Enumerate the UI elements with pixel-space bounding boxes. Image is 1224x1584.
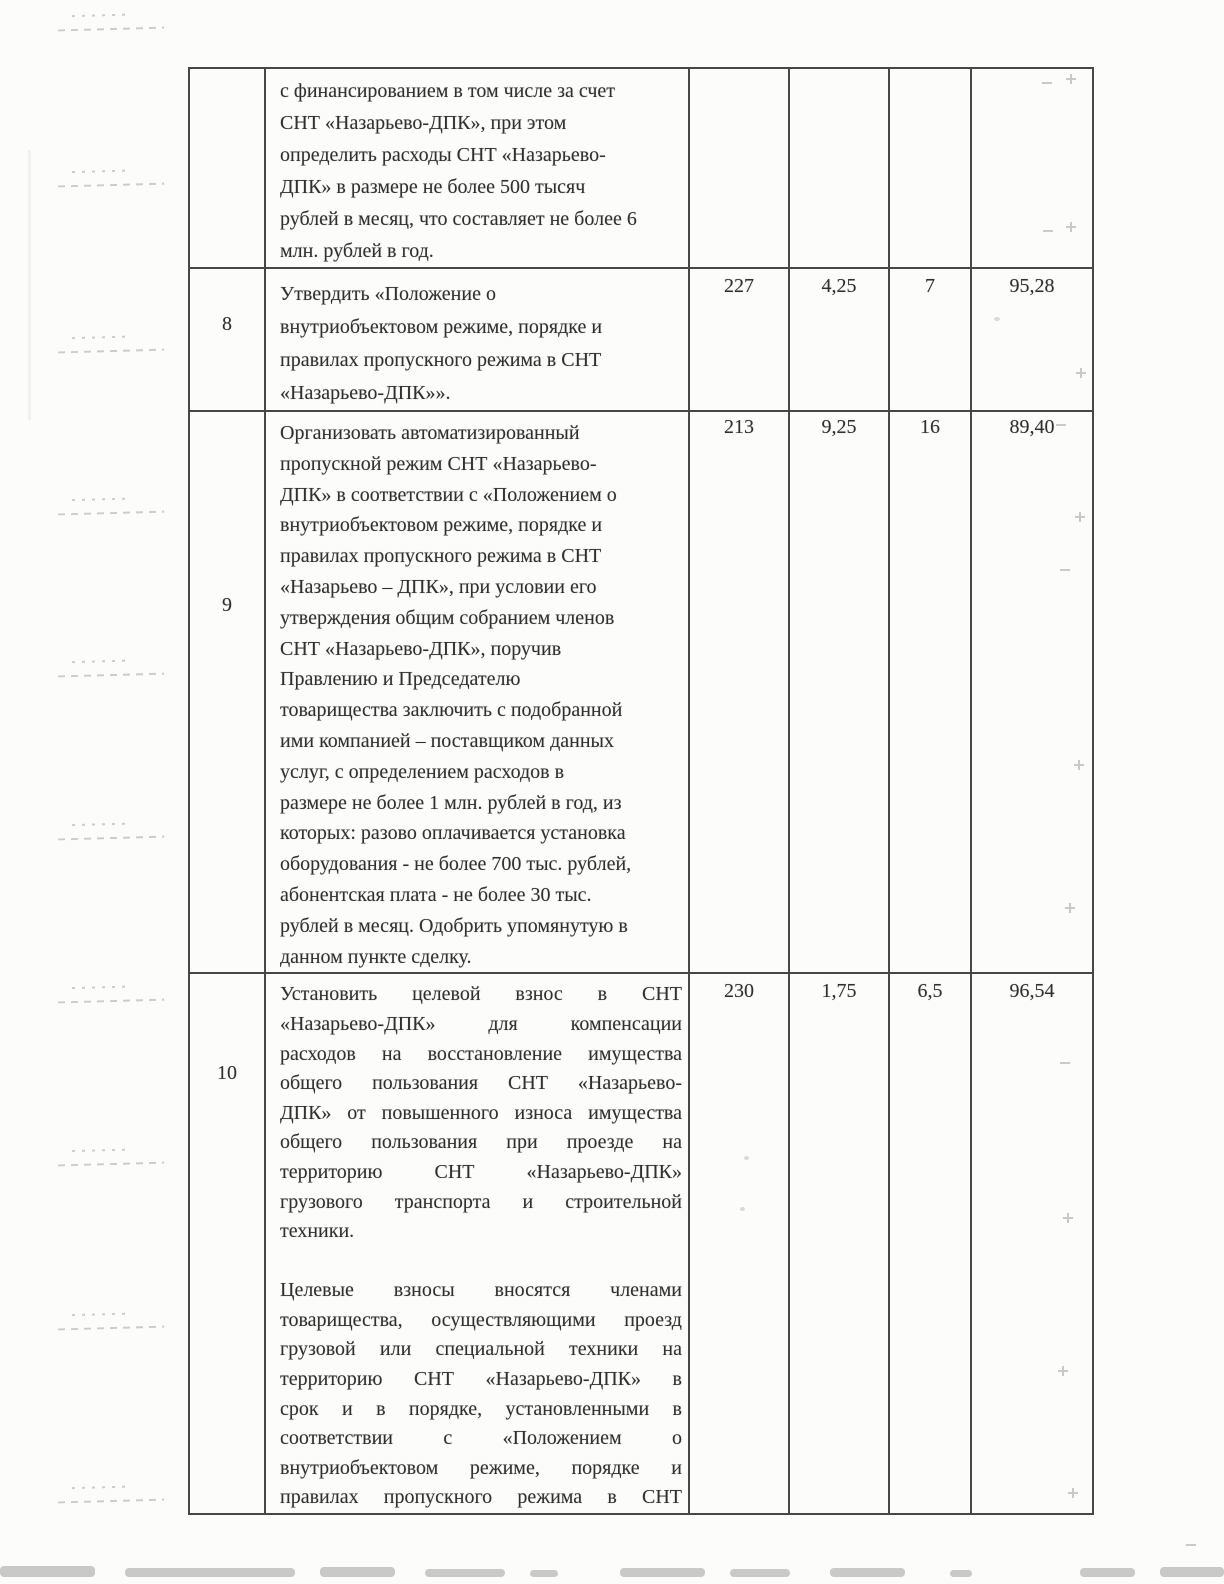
text-line: Правлению и Председателю: [280, 668, 521, 691]
scan-edge-noise: [125, 1568, 295, 1577]
text-line: Установить целевой взнос в СНТ: [280, 983, 682, 1006]
scan-edge-noise: [1080, 1568, 1135, 1577]
scan-scribble: [58, 335, 168, 354]
text-line: которых: разово оплачивается установка: [280, 822, 626, 845]
text-line: [280, 1247, 682, 1277]
text-line: млн. рублей в год.: [280, 240, 434, 262]
text-line: соответствии с «Положением о: [280, 1427, 682, 1450]
value-cell: 9,25: [789, 411, 889, 973]
text-line: «Назарьево-ДПК»».: [280, 382, 451, 404]
text-line: техники.: [280, 1220, 355, 1243]
text-line: правилах пропускного режима в СНТ: [280, 1486, 682, 1509]
value-cell: [689, 68, 789, 268]
text-line: товарищества заключить с подобранной: [280, 699, 623, 722]
scan-edge-noise: [530, 1570, 558, 1577]
scan-plus-mark: [1186, 1540, 1196, 1550]
resolution-text-cell: [265, 411, 689, 973]
scan-edge-noise: [425, 1569, 505, 1577]
scan-scribble: [58, 1485, 168, 1504]
text-line: грузовой или специальной техники на: [280, 1338, 682, 1361]
text-line: грузового транспорта и строительной: [280, 1190, 682, 1213]
text-line: данном пункте сделку.: [280, 945, 472, 968]
scan-edge-noise: [830, 1568, 905, 1577]
scan-edge-streak: [28, 150, 31, 420]
value-cell: 1,75: [789, 973, 889, 1514]
text-line: определить расходы СНТ «Назарьево-: [280, 144, 606, 166]
value-cell: 96,54: [971, 973, 1093, 1514]
scan-scribble: [58, 985, 168, 1004]
scan-scribble: [58, 1312, 168, 1331]
row-number-cell: [189, 68, 265, 268]
text-line: внутриобъектовом режиме, порядке и: [280, 316, 603, 338]
scan-edge-noise: [730, 1569, 790, 1577]
table-row: [189, 973, 1093, 1514]
text-line: «Назарьево-ДПК» для компенсации: [280, 1012, 682, 1035]
value-cell: [971, 68, 1093, 268]
text-line: Утвердить «Положение о: [280, 283, 496, 305]
text-line: Целевые взносы вносятся членами: [280, 1279, 682, 1302]
scan-edge-noise: [1160, 1567, 1224, 1577]
row-number: 9: [222, 594, 232, 616]
table-row: [189, 268, 1093, 411]
scan-scribble: [58, 822, 168, 841]
value-cell: 6,5: [889, 973, 971, 1514]
scan-scribble: [58, 1148, 168, 1167]
resolution-text-cell: [265, 68, 689, 268]
row-number-cell: [189, 411, 265, 973]
text-line: размере не более 1 млн. рублей в год, из: [280, 791, 622, 814]
text-line: ДПК» от повышенного износа имущества: [280, 1101, 682, 1124]
scan-scribble: [58, 659, 168, 678]
value-cell: [889, 68, 971, 268]
value-cell: 227: [689, 268, 789, 411]
text-line: «Назарьево – ДПК», при условии его: [280, 575, 597, 598]
text-line: СНТ «Назарьево-ДПК», при этом: [280, 112, 567, 134]
text-line: пропускной режим СНТ «Назарьево-: [280, 452, 597, 475]
value-cell: 230: [689, 973, 789, 1514]
scan-edge-noise: [320, 1567, 395, 1577]
text-line: срок и в порядке, установленными в: [280, 1397, 682, 1420]
value-cell: [789, 68, 889, 268]
text-line: утверждения общим собранием членов: [280, 606, 615, 629]
text-line: ими компанией – поставщиком данных: [280, 729, 614, 752]
text-line: СНТ «Назарьево-ДПК», поручив: [280, 637, 562, 660]
value-cell: 89,40: [971, 411, 1093, 973]
table-row: [189, 411, 1093, 973]
row-number-cell: [189, 973, 265, 1514]
text-line: правилах пропускного режима в СНТ: [280, 545, 602, 568]
value-cell: 4,25: [789, 268, 889, 411]
scan-scribble: [58, 497, 168, 516]
text-line: расходов на восстановление имущества: [280, 1042, 682, 1065]
text-line: с финансированием в том числе за счет: [280, 80, 616, 102]
scan-scribble: [58, 169, 168, 188]
text-line: ДПК» в размере не более 500 тысяч: [280, 176, 586, 198]
scan-edge-noise: [950, 1570, 972, 1577]
table-row: [189, 68, 1093, 268]
resolution-text-cell: [265, 268, 689, 411]
text-line: общего пользования при проезде на: [280, 1131, 682, 1154]
text-line: общего пользования СНТ «Назарьево-: [280, 1072, 682, 1095]
text-line: внутриобъектовом режиме, порядке и: [280, 514, 603, 537]
value-cell: 95,28: [971, 268, 1093, 411]
value-cell: 16: [889, 411, 971, 973]
text-line: правилах пропускного режима в СНТ: [280, 349, 602, 371]
scan-scribble: [58, 13, 168, 32]
resolution-text-cell: [265, 973, 689, 1514]
resolution-table: [188, 67, 1094, 1515]
scan-edge-noise: [0, 1566, 95, 1577]
text-line: территорию СНТ «Назарьево-ДПК» в: [280, 1368, 682, 1391]
value-cell: 7: [889, 268, 971, 411]
text-line: оборудования - не более 700 тыс. рублей,: [280, 853, 632, 876]
text-line: абонентская плата - не более 30 тыс.: [280, 883, 592, 906]
text-line: территорию СНТ «Назарьево-ДПК»: [280, 1160, 682, 1183]
row-number-cell: [189, 268, 265, 411]
value-cell: 213: [689, 411, 789, 973]
text-line: Организовать автоматизированный: [280, 422, 580, 444]
scan-edge-noise: [620, 1568, 705, 1577]
row-number: 10: [217, 1062, 237, 1085]
row-number: 8: [222, 313, 232, 335]
text-line: товарищества, осуществляющими проезд: [280, 1308, 682, 1331]
text-line: внутриобъектовом режиме, порядке и: [280, 1456, 682, 1479]
text-line: услуг, с определением расходов в: [280, 760, 565, 783]
text-line: рублей в месяц. Одобрить упомянутую в: [280, 914, 628, 937]
text-line: рублей в месяц, что составляет не более 6: [280, 208, 637, 230]
text-line: ДПК» в соответствии с «Положением о: [280, 483, 617, 506]
